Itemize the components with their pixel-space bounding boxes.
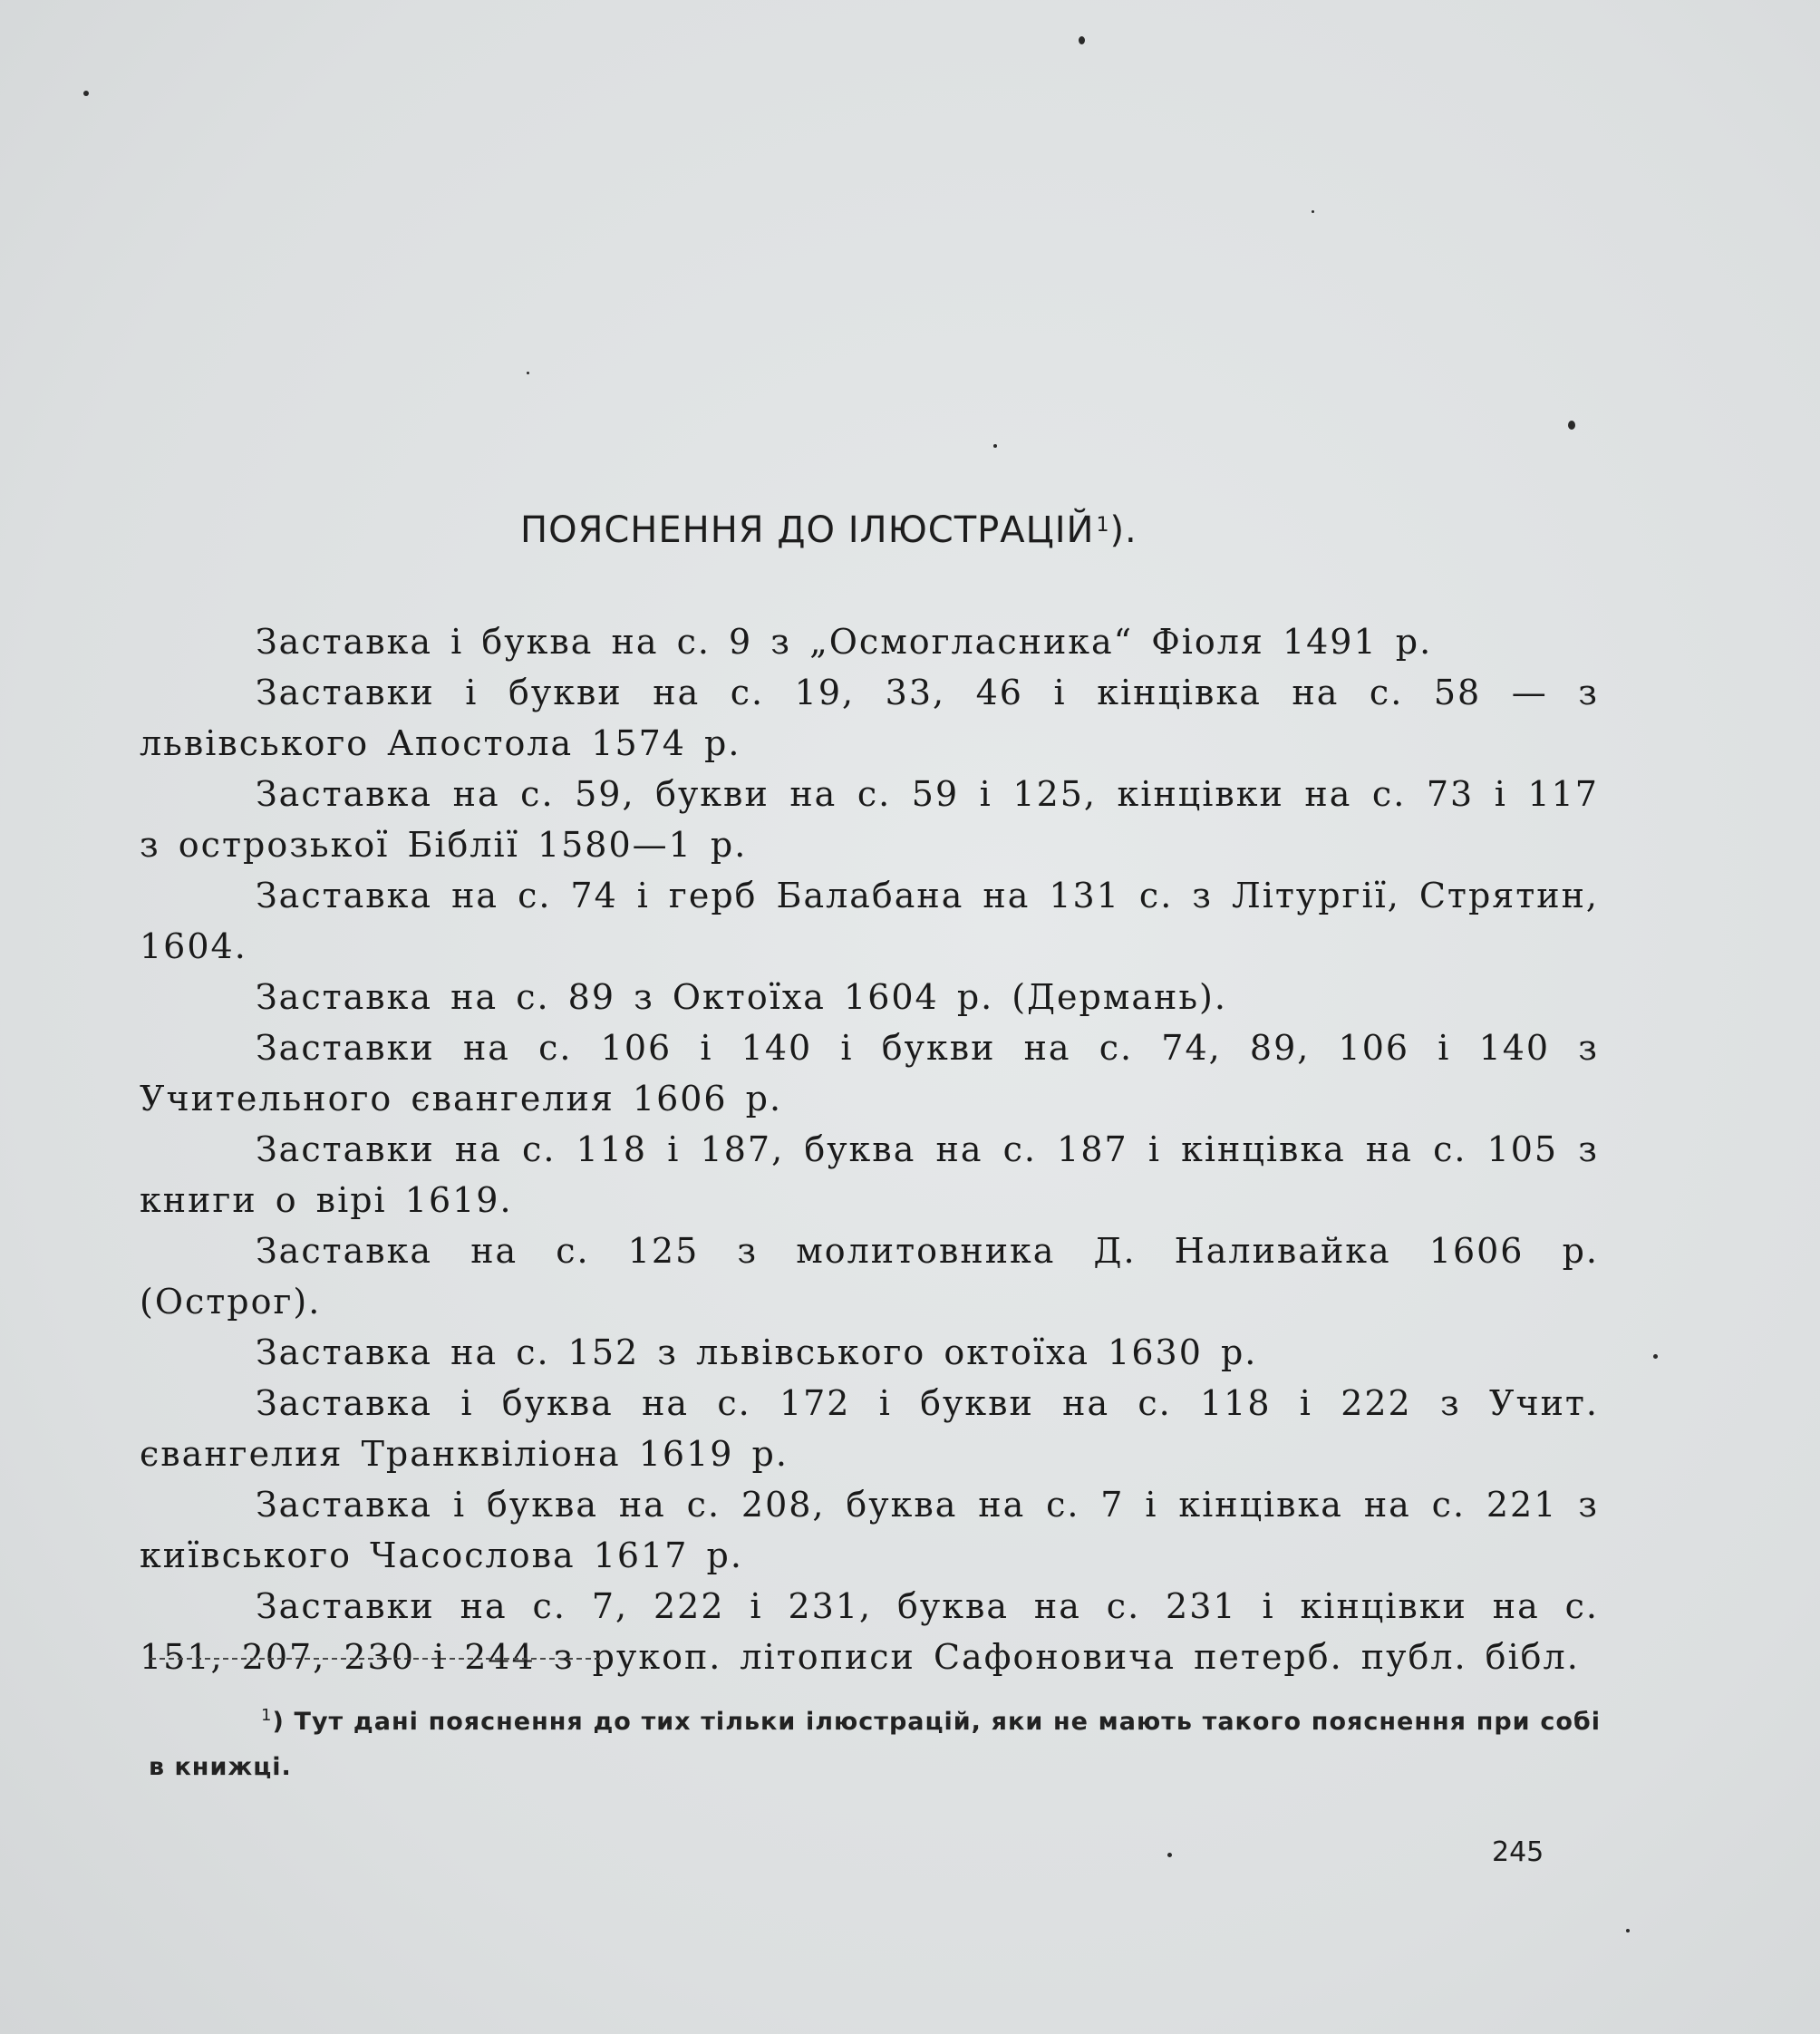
- paper-speck: [1079, 36, 1085, 44]
- paper-speck: [527, 372, 529, 374]
- paper-speck: [1568, 421, 1575, 430]
- footnote-divider: [150, 1658, 600, 1660]
- illustration-entry: Заставка і буква на с. 208, буква на с. 7 і кінцівка на с. 221 з київського Часослова 1617 р.: [140, 1485, 1599, 1575]
- page-number: 245: [1492, 1836, 1544, 1868]
- illustration-entry: Заставки на с. 118 і 187, буква на с. 187 і кінцівка на с. 105 з книги о вірі 1619.: [140, 1129, 1599, 1220]
- paper-speck: [1312, 210, 1314, 213]
- page-title-text: ПОЯСНЕННЯ ДО ІЛЮСТРАЦІЙ: [520, 509, 1095, 551]
- paper-speck: [993, 444, 997, 448]
- footnote-marker: 1: [261, 1706, 273, 1725]
- illustration-list: [140, 616, 1599, 1682]
- illustration-entry: Заставка і буква на с. 9 з „Осмогласника“ Фіоля 1491 р.: [256, 622, 1433, 662]
- illustration-entry: Заставки на с. 106 і 140 і букви на с. 74, 89, 106 і 140 з Учительного євангелия 1606 р.: [140, 1028, 1599, 1119]
- page-title-suffix: ).: [1109, 509, 1138, 551]
- illustration-entry: Заставка на с. 125 з молитовника Д. Наливайка 1606 р. (Острог).: [140, 1231, 1599, 1322]
- illustration-entry: Заставка на с. 59, букви на с. 59 і 125, кінцівки на с. 73 і 117 з острозької Біблії 1580—1 р.: [140, 774, 1599, 865]
- paper-speck: [83, 91, 89, 96]
- paper-speck: [1167, 1853, 1172, 1857]
- footnote-text: ) Тут дані пояснення до тих тільки ілюстрацій, яки не мають такого пояснення при собі в книжці.: [149, 1708, 1601, 1781]
- illustration-entry: Заставка і буква на с. 172 і букви на с. 118 і 222 з Учит. євангелия Транквіліона 1619 р.: [140, 1383, 1599, 1474]
- illustration-entry: Заставки і букви на с. 19, 33, 46 і кінцівка на с. 58 — з львівського Апостола 1574 р.: [140, 673, 1599, 763]
- illustration-entry: Заставка на с. 152 з львівського октоїха 1630 р.: [256, 1332, 1258, 1372]
- illustration-entry: Заставка на с. 74 і герб Балабана на 131 с. з Літургії, Стрятин, 1604.: [140, 876, 1599, 966]
- footnote-reference: 1: [1096, 514, 1110, 537]
- paper-speck: [1653, 1354, 1658, 1359]
- footnote: [149, 1693, 1601, 1790]
- paper-speck: [1626, 1929, 1630, 1932]
- page-title: [520, 509, 1138, 551]
- illustration-entry: Заставка на с. 89 з Октоїха 1604 р. (Дермань).: [256, 977, 1227, 1017]
- illustration-entry: Заставки на с. 7, 222 і 231, буква на с. 231 і кінцівки на с. 151, 207, 230 і 244 з рукоп. літописи Сафоновича петерб. публ. бібл.: [140, 1586, 1599, 1677]
